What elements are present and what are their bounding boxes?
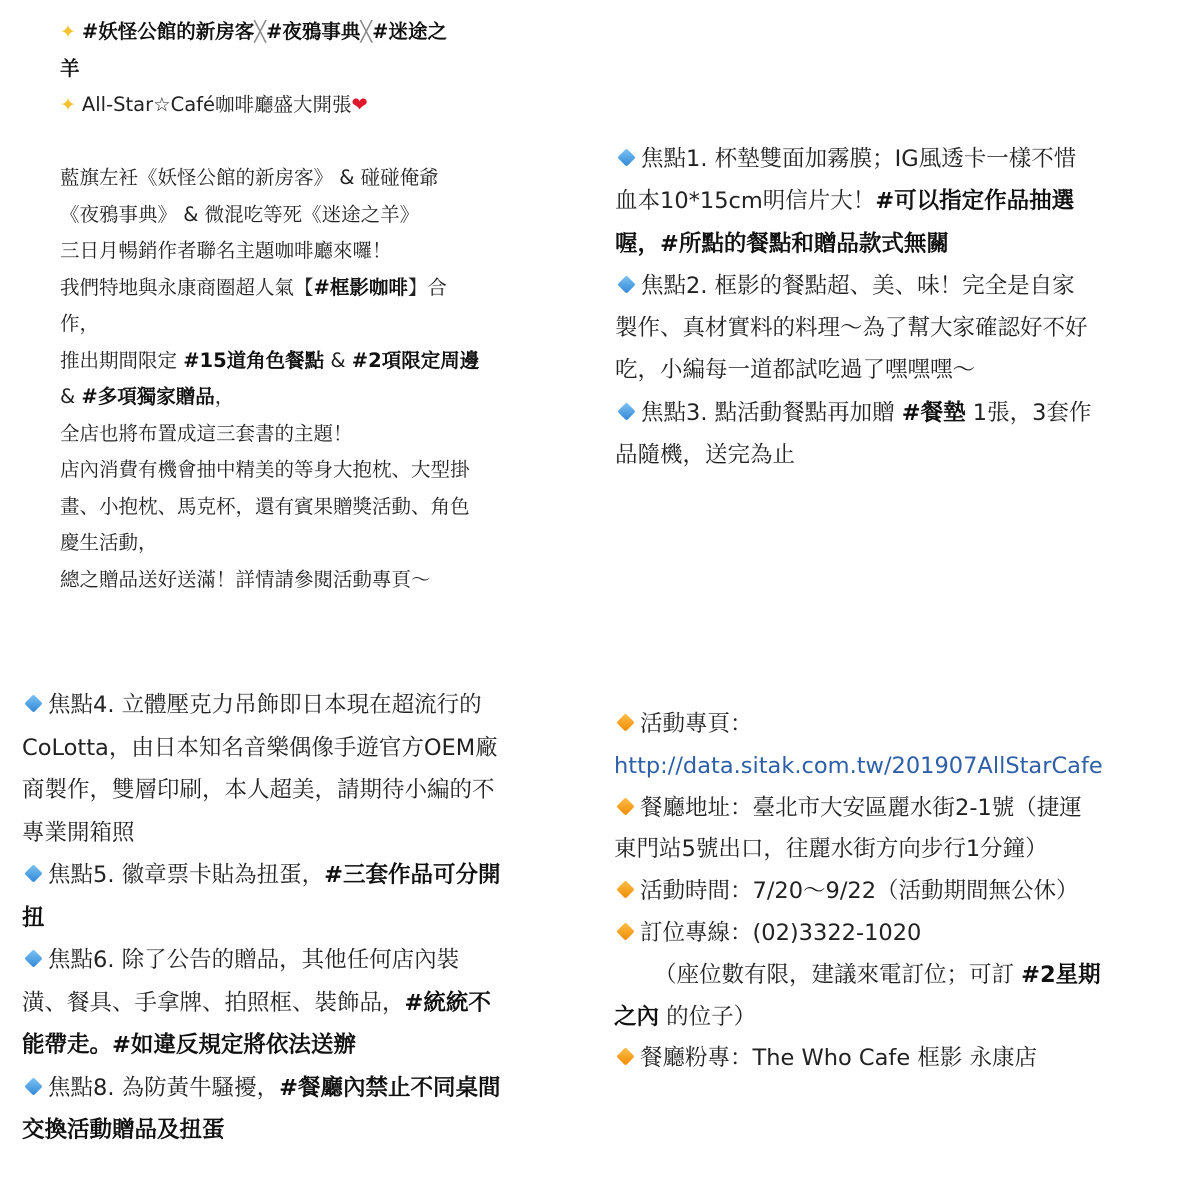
focus-6-cont: 能帶走。#如違反規定將依法送辦 [22,1032,356,1058]
intro-line: & #多項獨家贈品， [60,385,235,408]
focus-2-cont: 吃，小編每一道都試吃過了嘿嘿嘿～ [615,357,976,384]
subtitle-line: ✦ All-Star☆Café咖啡廳盛大開張❤ [60,93,368,116]
booking-note: （座位數有限，建議來電訂位；可訂 #2星期 [654,961,1101,988]
orange-diamond-icon [616,922,634,940]
sparkle-icon: ✦ [60,94,76,116]
focus-panel-1 [615,138,1195,476]
blue-diamond-icon [24,1077,42,1095]
event-time: 活動時間：7/20～9/22（活動期間無公休） [614,871,1194,913]
focus-8: 焦點8. 為防黃牛騷擾，#餐廳內禁止不同桌間 [22,1067,602,1110]
intro-line: 畫、小抱枕、馬克杯，還有賓果贈獎活動、角色 [60,494,470,518]
focus-3: 焦點3. 點活動餐點再加贈 #餐墊 1張，3套作 [615,392,1195,434]
blank-line [60,124,560,161]
focus-6-cont: 潢、餐具、手拿牌、拍照框、裝飾品，#統統不 [22,989,491,1016]
intro-line: 全店也將布置成這三套書的主題！ [60,421,353,445]
intro-line: 作， [60,312,100,335]
phone: 訂位專線：(02)3322-1020 [614,913,1194,955]
focus-6: 焦點6. 除了公告的贈品，其他任何店內裝 [22,939,602,982]
orange-diamond-icon [616,797,634,815]
intro-line: 推出期間限定 #15道角色餐點 & #2項限定周邊 [60,348,480,372]
focus-1: 焦點1. 杯墊雙面加霧膜；IG風透卡一樣不惜 [615,138,1195,180]
blue-diamond-icon [24,949,42,967]
intro-line: 店內消費有機會抽中精美的等身大抱枕、大型掛 [60,458,470,481]
focus-5-cont: 扭 [22,904,45,931]
title-line-cont: 羊 [60,56,80,80]
booking-note-cont: 之內 的位子） [614,1003,757,1030]
title-line: ✦ #妖怪公館的新房客╳#夜鴉事典╳#迷途之 [60,20,447,43]
focus-4: 焦點4. 立體壓克力吊飾即日本現在超流行的 [22,684,602,727]
heart-icon: ❤ [351,93,368,116]
focus-2: 焦點2. 框影的餐點超、美、味！完全是自家 [615,265,1195,307]
intro-line: 藍旗左衽《妖怪公館的新房客》 & 碰碰俺爺 [60,166,439,189]
intro-line: 總之贈品送好送滿！詳情請參閱活動專頁～ [60,567,431,591]
blue-diamond-icon [617,148,635,166]
focus-1-cont: 喔，#所點的餐點和贈品款式無關 [615,230,949,257]
intro-panel [60,14,560,598]
sparkle-icon: ✦ [60,21,76,43]
orange-diamond-icon [616,880,634,898]
info-panel [614,704,1194,1080]
blue-diamond-icon [24,864,42,882]
intro-line: 慶生活動， [60,531,158,554]
focus-2-cont: 製作、真材實料的料理～為了幫大家確認好不好 [615,315,1088,342]
orange-diamond-icon [616,1048,634,1066]
focus-5: 焦點5. 徽章票卡貼為扭蛋，#三套作品可分開 [22,854,602,897]
intro-line: 我們特地與永康商圈超人氣【#框影咖啡】合 [60,275,447,299]
focus-8-cont: 交換活動贈品及扭蛋 [22,1117,225,1143]
intro-line: 三日月暢銷作者聯名主題咖啡廳來囉！ [60,239,392,262]
focus-4-cont: CoLotta，由日本知名音樂偶像手遊官方OEM廠 [22,734,498,761]
focus-4-cont: 商製作，雙層印刷，本人超美，請期待小編的不 [22,777,495,803]
orange-diamond-icon [616,713,634,731]
address-cont: 東門站5號出口，往麗水街方向步行1分鐘） [614,836,1048,863]
blue-diamond-icon [617,275,635,293]
page-label: 活動專頁： [614,704,1194,746]
blue-diamond-icon [24,694,42,712]
intro-line: 《夜鴉事典》 & 微混吃等死《迷途之羊》 [60,202,420,226]
focus-panel-2 [22,684,602,1152]
focus-4-cont: 專業開箱照 [22,819,135,846]
address: 餐廳地址：臺北市大安區麗水街2-1號（捷運 [614,788,1194,830]
fanpage: 餐廳粉專：The Who Cafe 框影 永康店 [614,1038,1194,1080]
focus-3-cont: 品隨機，送完為止 [615,442,796,469]
blue-diamond-icon [617,402,635,420]
focus-1-cont: 血本10*15cm明信片大！#可以指定作品抽選 [615,188,1075,215]
event-page-link[interactable]: http://data.sitak.com.tw/201907AllStarCafe [614,752,1103,779]
